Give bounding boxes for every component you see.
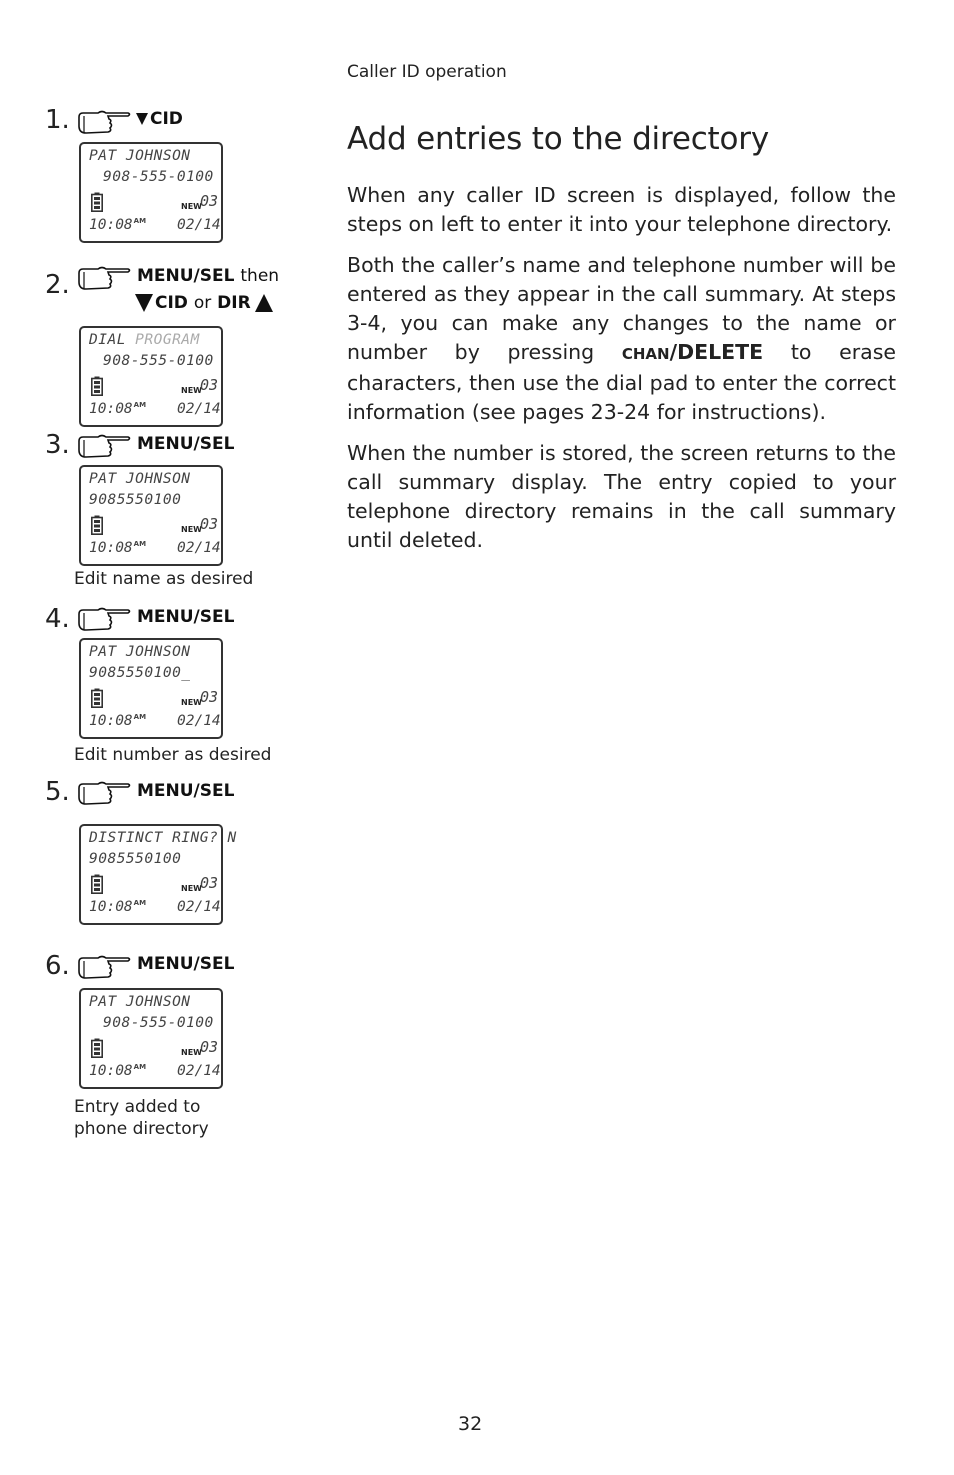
step-4-number: 4. (45, 604, 70, 634)
paragraph-2 (347, 251, 896, 427)
paragraph-3: When the number is stored, the screen returns to the call summary display. The entry copied to your telephone directory remains in the call summary until deleted. (347, 441, 896, 552)
step-1-number: 1. (45, 105, 70, 135)
pointing-hand-icon (76, 264, 132, 292)
step-1-instruction (136, 109, 183, 129)
then-text: then (240, 266, 280, 286)
lcd-line-2: 9085550100 (89, 851, 182, 867)
body-text (347, 181, 896, 567)
step-4-instruction: MENU/SEL (137, 607, 235, 627)
time-value: 10:08 (89, 713, 133, 729)
step-6-instruction: MENU/SEL (137, 954, 235, 974)
lcd-line-1: PAT JOHNSON (89, 644, 191, 660)
pointing-hand-icon (76, 605, 132, 633)
lcd-screen-step-5 (79, 824, 237, 925)
lcd-dial-text: DIAL (89, 332, 126, 348)
am-indicator: AM (133, 1063, 147, 1071)
paragraph-2-end: to erase characters, then use the dial pad to enter the correct information (see pages 23-24 for instructions). (347, 340, 896, 424)
step-6-caption-line-1: Entry added to (74, 1097, 201, 1117)
lcd-time (89, 540, 146, 556)
call-count: 03 (200, 376, 219, 394)
battery-icon (91, 192, 103, 212)
pointing-hand-icon (76, 108, 132, 136)
delete-key-label: /DELETE (669, 340, 764, 364)
call-count: 03 (200, 874, 219, 892)
battery-icon (91, 376, 103, 396)
step-3-number: 3. (45, 430, 70, 460)
step-2-number: 2. (45, 270, 70, 300)
lcd-screen-step-6 (79, 988, 223, 1089)
page-header: Caller ID operation (347, 62, 507, 82)
menu-sel-key-label: MENU/SEL (137, 266, 235, 286)
step-3-caption: Edit name as desired (74, 569, 254, 589)
lcd-date: 02/14 (177, 1063, 221, 1079)
battery-icon (91, 515, 103, 535)
lcd-time (89, 899, 146, 915)
or-text: or (193, 293, 212, 313)
lcd-line-1: PAT JOHNSON (89, 471, 191, 487)
battery-icon (91, 1038, 103, 1058)
lcd-time (89, 1063, 146, 1079)
new-indicator: NEW (181, 698, 202, 707)
lcd-line-2: 9085550100_ (89, 665, 191, 681)
lcd-line-1: DISTINCT RING? N (89, 830, 237, 846)
new-indicator: NEW (181, 386, 202, 395)
new-indicator: NEW (181, 1048, 202, 1057)
pointing-hand-icon (76, 779, 132, 807)
lcd-program-text: PROGRAM (135, 332, 200, 348)
step-2-instruction-line-1 (137, 266, 279, 286)
pointing-hand-icon (76, 953, 132, 981)
step-6-caption (74, 1096, 209, 1140)
lcd-line-2: 908-555-0100 (103, 169, 214, 185)
lcd-screen-step-2 (79, 326, 223, 427)
new-indicator: NEW (181, 525, 202, 534)
step-5-instruction: MENU/SEL (137, 781, 235, 801)
page-title: Add entries to the directory (347, 121, 769, 157)
am-indicator: AM (133, 401, 147, 409)
down-arrow-icon (135, 294, 153, 312)
cid-key-label: CID (155, 293, 188, 313)
paragraph-2-start: Both the caller’s name and telephone number will be entered as they appear in the call summary. At steps 3-4, you can make any changes to the name or number by pressing (347, 253, 896, 364)
pointing-hand-icon (76, 432, 132, 460)
new-indicator: NEW (181, 202, 202, 211)
lcd-screen-step-3 (79, 465, 223, 566)
lcd-line-1: PAT JOHNSON (89, 994, 191, 1010)
lcd-date: 02/14 (177, 899, 221, 915)
time-value: 10:08 (89, 401, 133, 417)
call-count: 03 (200, 515, 219, 533)
step-4-caption: Edit number as desired (74, 745, 272, 765)
step-5-number: 5. (45, 777, 70, 807)
am-indicator: AM (133, 899, 147, 907)
call-count: 03 (200, 688, 219, 706)
lcd-screen-step-1 (79, 142, 223, 243)
dir-key-label: DIR (217, 293, 251, 313)
lcd-date: 02/14 (177, 540, 221, 556)
time-value: 10:08 (89, 1063, 133, 1079)
step-3-instruction: MENU/SEL (137, 434, 235, 454)
cid-key-label: CID (150, 109, 183, 129)
step-6-caption-line-2: phone directory (74, 1119, 209, 1139)
lcd-time (89, 217, 146, 233)
lcd-line-1: PAT JOHNSON (89, 148, 191, 164)
lcd-date: 02/14 (177, 217, 221, 233)
up-arrow-icon (255, 294, 273, 312)
am-indicator: AM (133, 540, 147, 548)
lcd-screen-step-4 (79, 638, 223, 739)
lcd-line-2: 908-555-0100 (103, 353, 214, 369)
call-count: 03 (200, 1038, 219, 1056)
time-value: 10:08 (89, 217, 133, 233)
time-value: 10:08 (89, 540, 133, 556)
step-2-instruction-line-2 (135, 293, 273, 313)
battery-icon (91, 688, 103, 708)
new-indicator: NEW (181, 884, 202, 893)
call-count: 03 (200, 192, 219, 210)
down-arrow-icon (136, 113, 148, 125)
page-number: 32 (458, 1413, 483, 1435)
lcd-line-2: 9085550100 (89, 492, 182, 508)
lcd-line-2: 908-555-0100 (103, 1015, 214, 1031)
lcd-date: 02/14 (177, 713, 221, 729)
lcd-time (89, 713, 146, 729)
lcd-date: 02/14 (177, 401, 221, 417)
lcd-time (89, 401, 146, 417)
am-indicator: AM (133, 713, 147, 721)
paragraph-1: When any caller ID screen is displayed, follow the steps on left to enter it into your telephone directory. (347, 183, 896, 236)
step-6-number: 6. (45, 951, 70, 981)
battery-icon (91, 874, 103, 894)
time-value: 10:08 (89, 899, 133, 915)
chan-key-label: CHAN (621, 345, 670, 363)
am-indicator: AM (133, 217, 147, 225)
lcd-line-1 (89, 332, 200, 348)
